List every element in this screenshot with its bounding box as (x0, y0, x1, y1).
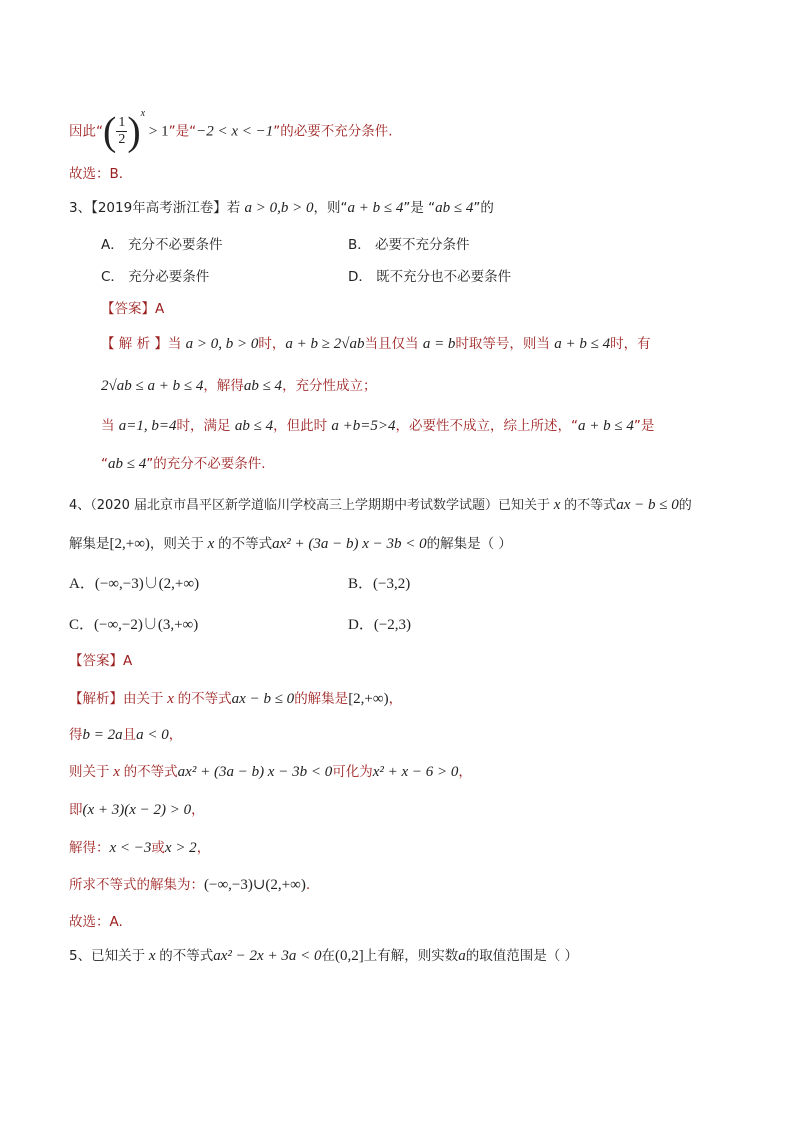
q3-option-a: A． 充分不必要条件 (101, 237, 223, 253)
math: a + b ≤ 4 (578, 418, 634, 434)
text: 的解集是 (294, 691, 349, 707)
math: (x + 3)(x − 2) > 0 (82, 802, 192, 818)
math: a + b ≥ 2√ab (285, 336, 365, 352)
q4-stem-text: 的解集是（ ） (426, 536, 512, 552)
q4-option-b: B．(−3,2) (348, 576, 411, 592)
math-x: x (203, 536, 219, 552)
text: “ (101, 456, 108, 472)
text: 所求不等式的解集为： (69, 877, 204, 893)
q4-option-c: C．(−∞,−2)∪(3,+∞) (69, 617, 199, 633)
q5-stem (69, 947, 578, 965)
conclusion-mid: ”是“ (168, 123, 197, 140)
text: ，必要性不成立，综上所述，“ (395, 418, 578, 434)
text: 时， (258, 336, 286, 352)
q4-final-answer: 故选：A. (69, 914, 123, 930)
q3-explanation-1 (101, 335, 651, 353)
q5-stem-text: 上有解，则实数 (363, 948, 459, 964)
q3-math-condition: a > 0,b > 0 (244, 200, 314, 216)
text: ”是 (633, 418, 655, 434)
conclusion-suffix: ”的必要不充分条件. (273, 123, 393, 140)
text: 或 (151, 840, 165, 856)
text: 则关于 (69, 764, 110, 780)
q4-option-a: A．(−∞,−3)∪(2,+∞) (69, 576, 200, 592)
math: a + b ≤ 4 (554, 336, 611, 352)
text: . (305, 877, 311, 893)
math: a (458, 948, 466, 964)
math: a < 0 (136, 727, 169, 743)
q4-solution-5 (69, 839, 210, 857)
q4-solution-4 (69, 801, 205, 819)
q3-explanation-4 (101, 455, 266, 473)
text: 时，满足 (176, 418, 235, 434)
text: 可化为 (332, 764, 373, 780)
text: 的不等式 (177, 691, 232, 707)
math: a=1, b=4 (118, 418, 177, 434)
math: [2,+∞) (109, 536, 150, 552)
q5-stem-text: 在 (321, 948, 335, 964)
q4-solution-1 (69, 690, 402, 708)
q4-stem-1 (69, 496, 692, 515)
q4-stem-text: 4、（2020 届北京市昌平区新学道临川学校高三上学期期中考试数学试题）已知关于 (69, 498, 550, 513)
q4-stem-text: ，则关于 (149, 536, 204, 552)
text: ”的充分不必要条件. (146, 456, 266, 472)
text: 当 (101, 418, 119, 434)
exponent: x (140, 108, 146, 119)
text: 时，有 (610, 336, 651, 352)
math: b = 2a (82, 727, 123, 743)
explanation-label: 【 解 析 】当 (101, 336, 186, 352)
math: ax² + (3a − b) x − 3b < 0 (177, 764, 333, 780)
math: a = b (422, 336, 456, 352)
math: a > 0, b > 0 (185, 336, 259, 352)
q4-option-d: D．(−2,3) (348, 617, 412, 633)
q3-math-product: ab ≤ 4 (435, 200, 474, 216)
text: 的不等式 (123, 764, 178, 780)
math: ab ≤ 4 (243, 378, 283, 394)
math: ax − b ≤ 0 (231, 691, 295, 707)
q3-stem-text: ，则“ (313, 200, 348, 216)
conclusion-prefix: 因此“ (69, 123, 103, 140)
q3-option-b: B． 必要不充分条件 (348, 237, 470, 253)
text: ， (191, 802, 205, 818)
math-x: x (145, 948, 160, 964)
q5-stem-text: 的取值范围是（ ） (465, 948, 578, 964)
text: ，解得 (203, 378, 244, 394)
q4-stem-text: 的 (678, 498, 692, 513)
q3-stem (69, 199, 494, 217)
q4-answer: 【答案】A (69, 653, 133, 669)
q3-answer: 【答案】A (101, 301, 165, 317)
text: 得 (69, 727, 83, 743)
text: ， (458, 764, 472, 780)
math: ab ≤ 4 (108, 456, 147, 472)
text: 当且仅当 (364, 336, 423, 352)
math-x: x (109, 764, 124, 780)
math: x > 2 (164, 840, 197, 856)
q3-stem-text: ”的 (473, 200, 494, 216)
q4-stem-2 (69, 535, 512, 553)
math-x: x (550, 497, 565, 513)
q4-solution-6 (69, 876, 310, 894)
fraction-half (116, 115, 127, 148)
answer-b: 故选：B. (69, 166, 124, 182)
text: ， (168, 727, 183, 743)
math: (−∞,−3)∪(2,+∞) (204, 877, 306, 893)
q3-stem-text: 3、【2019年高考浙江卷】若 (69, 200, 245, 216)
q4-stem-text: 的不等式 (564, 498, 617, 513)
q3-math-sum: a + b ≤ 4 (347, 200, 404, 216)
text: 解得： (69, 840, 110, 856)
q5-stem-text: 5、已知关于 (69, 948, 146, 964)
math-x: x (163, 691, 178, 707)
condition-range: −2 < x < −1 (196, 123, 274, 140)
math: x² + x − 6 > 0 (372, 764, 459, 780)
math: ab ≤ 4 (234, 418, 274, 434)
q4-solution-3 (69, 763, 472, 781)
text: 即 (69, 802, 83, 818)
text: ，但此时 (273, 418, 332, 434)
math: a +b=5>4 (331, 418, 396, 434)
math: 2√ab ≤ a + b ≤ 4 (101, 378, 204, 394)
q5-stem-text: 的不等式 (159, 948, 214, 964)
fraction-denominator: 2 (118, 132, 126, 147)
math: (0,2] (334, 948, 364, 964)
q4-stem-text: 的不等式 (218, 536, 273, 552)
text: 【解析】由关于 (69, 691, 164, 707)
math: ax² − 2x + 3a < 0 (213, 948, 322, 964)
q3-explanation-2 (101, 377, 377, 395)
text: 时取等号，则当 (455, 336, 555, 352)
left-paren: ( (103, 108, 117, 154)
math: [2,+∞) (348, 691, 389, 707)
math: ax − b ≤ 0 (616, 497, 679, 513)
gt-one: > 1 (145, 123, 169, 140)
q4-solution-2 (69, 726, 182, 744)
fraction-numerator: 1 (118, 115, 126, 130)
q3-option-d: D． 既不充分也不必要条件 (348, 269, 512, 285)
text: 且 (122, 727, 137, 743)
q3-option-c: C． 充分必要条件 (101, 269, 210, 285)
q3-stem-text: ”是 “ (403, 200, 436, 216)
conclusion-line (69, 108, 393, 152)
q4-stem-text: 解集是 (69, 536, 110, 552)
text: ， (388, 691, 403, 707)
math: x < −3 (109, 840, 152, 856)
text: ， (196, 840, 211, 856)
text: ，充分性成立； (282, 378, 377, 394)
q3-explanation-3 (101, 417, 654, 435)
right-paren: ) (127, 108, 141, 154)
math: ax² + (3a − b) x − 3b < 0 (272, 536, 427, 552)
